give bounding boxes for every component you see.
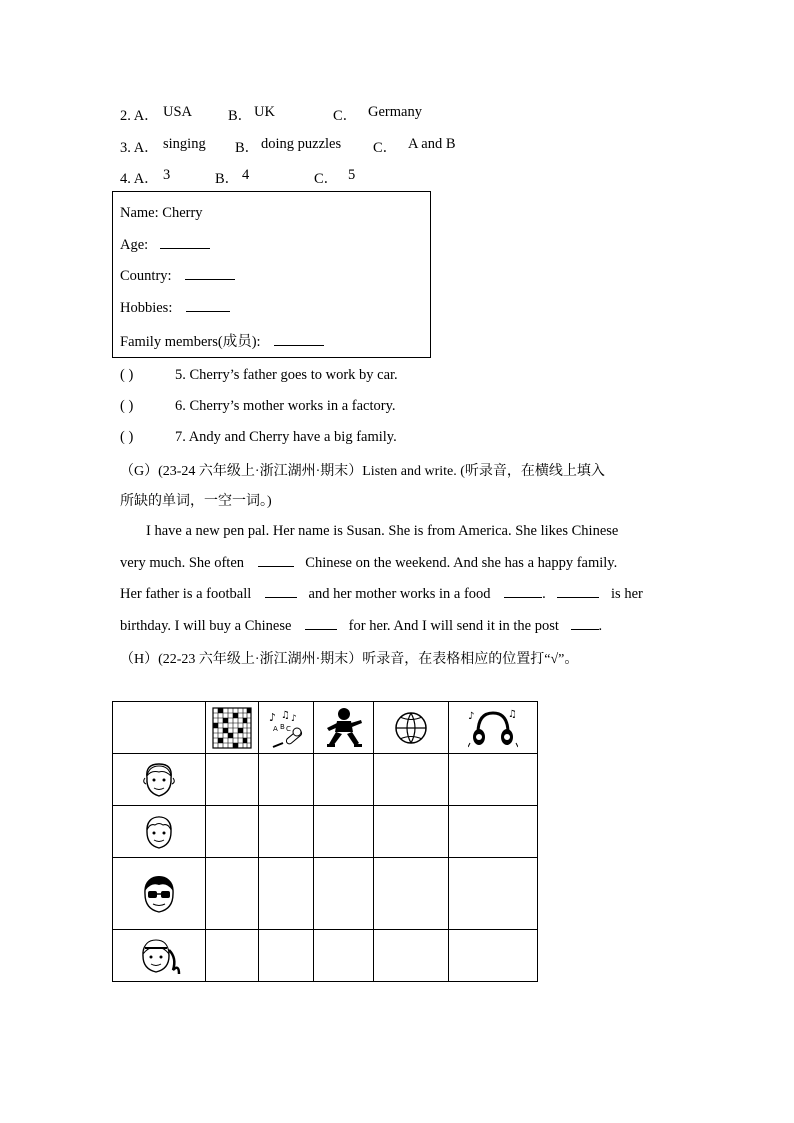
cell-1-1[interactable] xyxy=(205,754,258,806)
music-headphones-icon xyxy=(468,707,518,749)
q3-label-b: B． xyxy=(235,140,260,156)
table-row xyxy=(113,930,538,982)
svg-text:B: B xyxy=(279,722,285,731)
table-header-row xyxy=(113,702,538,754)
header-crossword xyxy=(205,702,258,754)
svg-text:A: A xyxy=(272,724,278,733)
boy-glasses-face-icon xyxy=(137,872,181,916)
passage-text: Chinese on the weekend. And she has a happy family. xyxy=(305,555,618,571)
info-hobbies-label: Hobbies: xyxy=(120,300,173,316)
header-kungfu xyxy=(313,702,374,754)
table-row xyxy=(113,858,538,930)
info-age-row xyxy=(120,236,210,254)
svg-text:♪: ♪ xyxy=(268,710,276,724)
q2-option-a: USA xyxy=(163,104,193,120)
blank-4[interactable] xyxy=(557,585,599,598)
q2-label-b: B． xyxy=(228,108,253,124)
cell-4-2[interactable] xyxy=(258,930,313,982)
info-country-row xyxy=(120,267,235,285)
tf-5-paren[interactable]: ( ) xyxy=(120,367,134,383)
hobbies-blank[interactable] xyxy=(186,299,230,312)
info-name: Name: Cherry xyxy=(120,205,203,221)
cell-3-1[interactable] xyxy=(205,858,258,930)
cell-3-3[interactable] xyxy=(313,858,374,930)
svg-text:♫: ♫ xyxy=(280,709,290,721)
cell-3-4[interactable] xyxy=(374,858,449,930)
country-blank[interactable] xyxy=(185,267,235,280)
cell-2-2[interactable] xyxy=(258,806,313,858)
cell-1-4[interactable] xyxy=(374,754,449,806)
cherry-info-box xyxy=(112,191,431,358)
q2-option-c: Germany xyxy=(368,104,422,120)
svg-text:♪: ♪ xyxy=(468,710,475,722)
passage-line-3 xyxy=(120,585,643,603)
girl-ponytail-face-icon xyxy=(135,934,183,978)
q2-label-c: C． xyxy=(333,108,358,124)
tf-7-paren[interactable]: ( ) xyxy=(120,429,134,445)
passage-line-4 xyxy=(120,617,602,635)
tf-6-text: 6. Cherry’s mother works in a factory. xyxy=(175,398,396,414)
q3-option-a: singing xyxy=(163,136,206,152)
section-h-title: （H）(22-23 六年级上·浙江湖州·期末）听录音，在表格相应的位置打“√”。 xyxy=(120,652,579,667)
svg-text:♫: ♫ xyxy=(508,708,518,720)
info-country-label: Country: xyxy=(120,268,172,284)
q3-option-c: A and B xyxy=(408,136,456,152)
passage-text: birthday. I will buy a Chinese xyxy=(120,618,292,634)
q4-label-c: C． xyxy=(314,171,339,187)
q3-number: 3. A． xyxy=(120,140,159,156)
blank-3[interactable] xyxy=(504,585,542,598)
tf-6-paren[interactable]: ( ) xyxy=(120,398,134,414)
q4-option-a: 3 xyxy=(163,167,171,183)
info-hobbies-row xyxy=(120,299,230,317)
cell-1-3[interactable] xyxy=(313,754,374,806)
passage-text: very much. She often xyxy=(120,555,245,571)
header-music xyxy=(449,702,538,754)
boy-face-icon xyxy=(139,812,179,852)
singing-icon xyxy=(265,707,307,749)
cell-4-3[interactable] xyxy=(313,930,374,982)
row-1-person xyxy=(113,754,206,806)
basketball-icon xyxy=(393,710,429,746)
info-age-label: Age: xyxy=(120,237,149,253)
age-blank[interactable] xyxy=(160,236,210,249)
blank-5[interactable] xyxy=(305,617,337,630)
boy-face-icon xyxy=(139,760,179,800)
passage-text: . xyxy=(542,586,546,602)
crossword-icon xyxy=(212,707,252,749)
cell-1-5[interactable] xyxy=(449,754,538,806)
cell-2-1[interactable] xyxy=(205,806,258,858)
table-row xyxy=(113,754,538,806)
passage-text: Her father is a football xyxy=(120,586,252,602)
passage-text: is her xyxy=(611,586,643,602)
q4-number: 4. A． xyxy=(120,171,159,187)
row-3-person xyxy=(113,858,206,930)
cell-4-4[interactable] xyxy=(374,930,449,982)
passage-text: and her mother works in a food xyxy=(308,586,491,602)
header-singing xyxy=(258,702,313,754)
q3-option-b: doing puzzles xyxy=(261,136,342,152)
family-blank[interactable] xyxy=(274,333,324,346)
cell-4-1[interactable] xyxy=(205,930,258,982)
cell-3-5[interactable] xyxy=(449,858,538,930)
q2-option-b: UK xyxy=(254,104,275,120)
section-g-title-cont: 所缺的单词，一空一词。) xyxy=(120,494,272,509)
row-4-person xyxy=(113,930,206,982)
hobby-table xyxy=(112,701,538,982)
q4-option-b: 4 xyxy=(242,167,250,183)
kungfu-icon xyxy=(323,706,365,750)
q2-number: 2. A． xyxy=(120,108,159,124)
q3-label-c: C． xyxy=(373,140,398,156)
svg-text:C: C xyxy=(285,724,291,733)
cell-3-2[interactable] xyxy=(258,858,313,930)
svg-text:♪: ♪ xyxy=(290,713,297,724)
header-basketball xyxy=(374,702,449,754)
passage-line-1: I have a new pen pal. Her name is Susan. She is from America. She likes Chinese xyxy=(146,523,619,539)
table-corner-cell xyxy=(113,702,206,754)
blank-2[interactable] xyxy=(265,585,297,598)
blank-6[interactable] xyxy=(571,617,599,630)
q4-option-c: 5 xyxy=(348,167,356,183)
cell-2-3[interactable] xyxy=(313,806,374,858)
q4-label-b: B． xyxy=(215,171,240,187)
info-family-row xyxy=(120,330,324,351)
passage-line-2 xyxy=(120,554,617,572)
cell-2-5[interactable] xyxy=(449,806,538,858)
cell-2-4[interactable] xyxy=(374,806,449,858)
row-2-person xyxy=(113,806,206,858)
passage-text: for her. And I will send it in the post xyxy=(348,618,559,634)
cell-1-2[interactable] xyxy=(258,754,313,806)
tf-5-text: 5. Cherry’s father goes to work by car. xyxy=(175,367,398,383)
info-family-label: Family members(成员): xyxy=(120,334,261,350)
tf-7-text: 7. Andy and Cherry have a big family. xyxy=(175,429,397,445)
table-row xyxy=(113,806,538,858)
blank-1[interactable] xyxy=(258,554,294,567)
cell-4-5[interactable] xyxy=(449,930,538,982)
passage-text: . xyxy=(598,618,603,634)
section-g-title: （G）(23-24 六年级上·浙江湖州·期末）Listen and write. (听录音，在横线上填入 xyxy=(120,464,605,479)
